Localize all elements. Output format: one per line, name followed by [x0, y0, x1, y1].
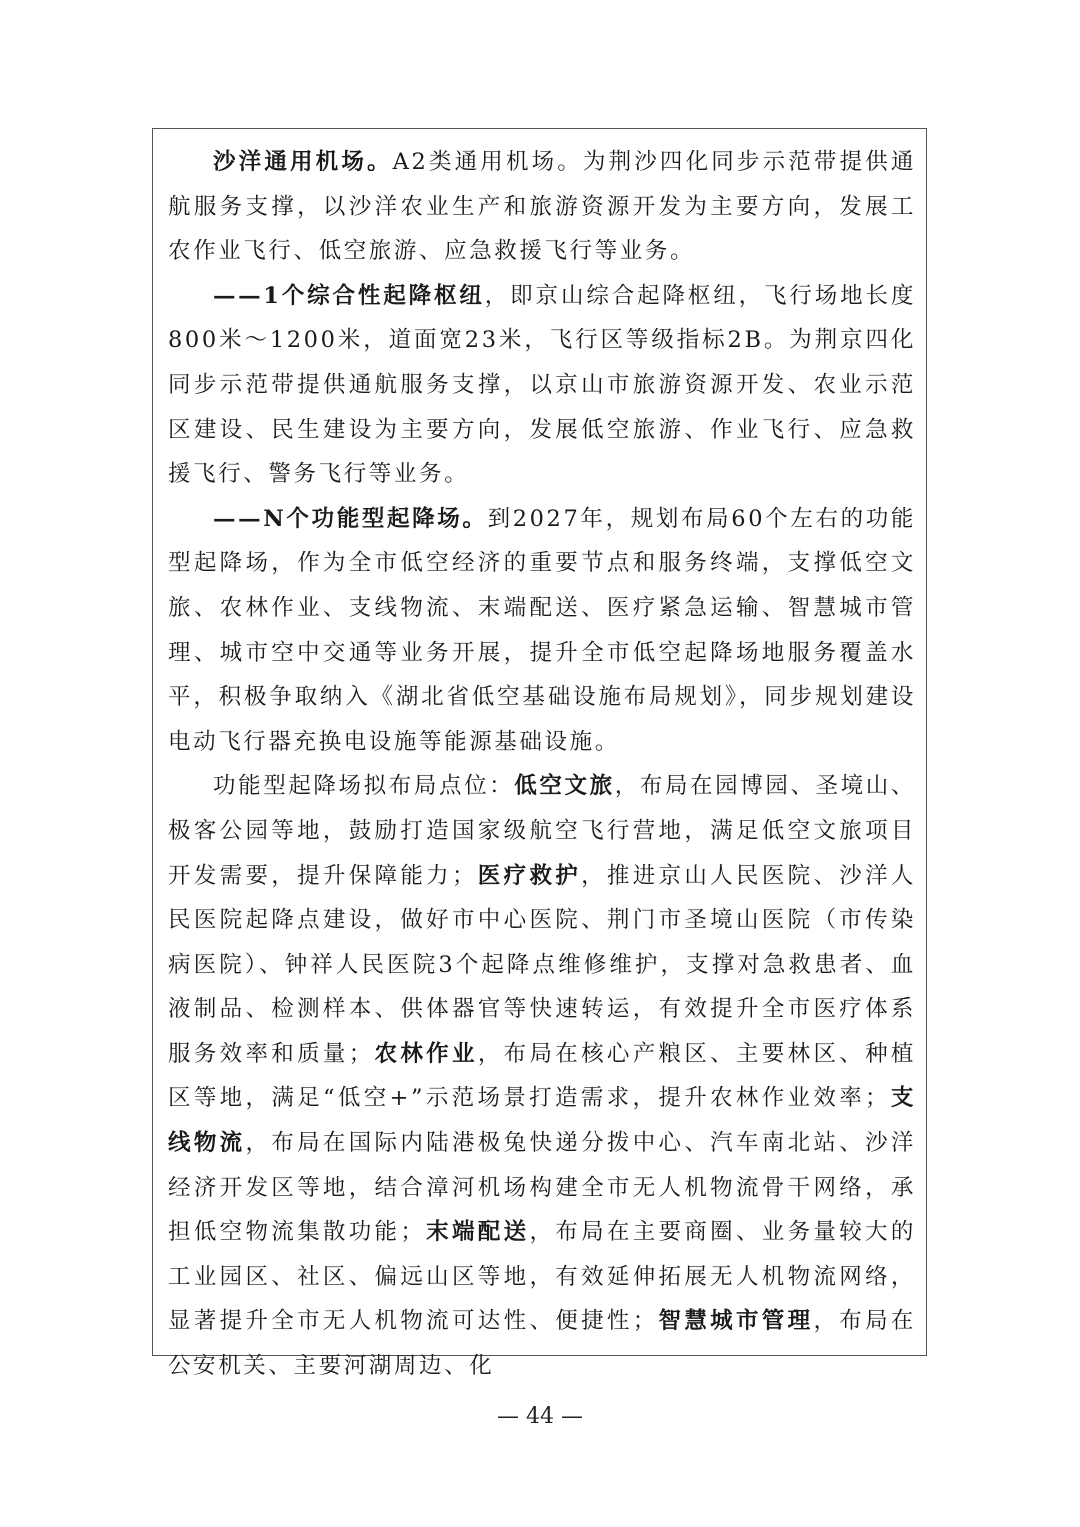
keyword-smart-city: 智慧城市管理	[657, 1308, 814, 1335]
keyword-last-mile-delivery: 末端配送	[425, 1219, 530, 1246]
page-number: — 44 —	[497, 1404, 583, 1429]
keyword-medical-rescue: 医疗救护	[477, 862, 582, 889]
heading-shayang-airport: 沙洋通用机场。	[213, 149, 393, 175]
keyword-agri-forestry: 农林作业	[373, 1040, 478, 1067]
keyword-low-altitude-tourism: 低空文旅	[514, 773, 615, 800]
paragraph-functional-sites: ——N个功能型起降场。到2027年，规划布局60个左右的功能型起降场，作为全市低空经济的重要节点和服务终端，支撑低空文旅、农林作业、支线物流、末端配送、医疗紧急运输、智慧城市管理、城市空中交通等业务开展，提升全市低空起降场地服务覆盖水平，积极争取纳入《湖北省低空基础设施布局规划》，同步规划建设电动飞行器充换电设施等能源基础设施。	[168, 505, 916, 755]
document-body	[168, 140, 916, 1389]
heading-comprehensive-hub: ——1个综合性起降枢纽	[213, 282, 485, 309]
keyword-branch-logistics: 支线物流	[168, 1085, 916, 1157]
heading-functional-sites: ——N个功能型起降场。	[213, 505, 488, 532]
paragraph-comprehensive-hub: ——1个综合性起降枢纽，即京山综合起降枢纽，飞行场地长度800米～1200米，道面宽23米，飞行区等级指标2B。为荆京四化同步示范带提供通航服务支撑，以京山市旅游资源开发、农业示范区建设、民生建设为主要方向，发展低空旅游、作业飞行、应急救援飞行、警务飞行等业务。	[168, 282, 916, 488]
paragraph-shayang-airport: 沙洋通用机场。A2类通用机场。为荆沙四化同步示范带提供通航服务支撑，以沙洋农业生产和旅游资源开发为主要方向，发展工农作业飞行、低空旅游、应急救援飞行等业务。	[168, 149, 916, 265]
paragraph-site-layout: 功能型起降场拟布局点位：低空文旅，布局在园博园、圣境山、极客公园等地，鼓励打造国家级航空飞行营地，满足低空文旅项目开发需要，提升保障能力；医疗救护，推进京山人民医院、沙洋人民医院起降点建设，做好市中心医院、荆门市圣境山医院（市传染病医院）、钟祥人民医院3个起降点维修维护，支撑对急救患者、血液制品、检测样本、供体器官等快速转运，有效提升全市医疗体系服务效率和质量；农林作业，布局在核心产粮区、主要林区、种植区等地，满足“低空+”示范场景打造需求，提升农林作业效率；支线物流，布局在国际内陆港极兔快递分拨中心、汽车南北站、沙洋经济开发区等地，结合漳河机场构建全市无人机物流骨干网络，承担低空物流集散功能；末端配送，布局在主要商圈、业务量较大的工业园区、社区、偏远山区等地，有效延伸拓展无人机物流网络，显著提升全市无人机物流可达性、便捷性；智慧城市管理，布局在公安机关、主要河湖周边、化	[168, 773, 917, 1380]
